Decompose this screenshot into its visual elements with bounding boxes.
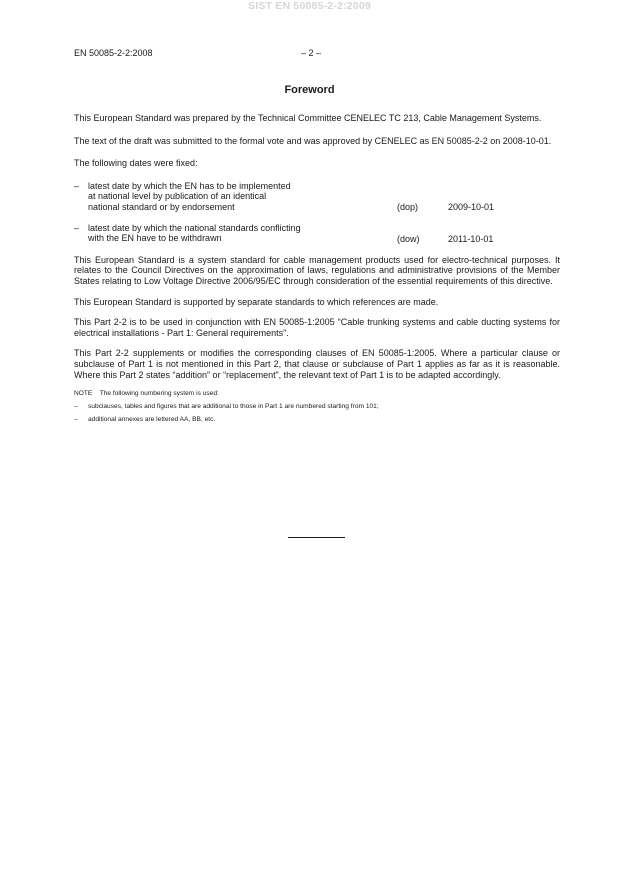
note-list-item [74,403,560,411]
note-label: NOTE [74,390,93,398]
paragraph-approval: The text of the draft was submitted to the formal vote and was approved by CENELEC as EN 50085-2-2 on 2008-10-01. [74,135,552,146]
date-value: 2011-10-01 [448,234,494,245]
paragraph-supported: This European Standard is supported by separate standards to which references are made. [74,296,439,307]
date-description [88,223,358,244]
date-description-line: national standard or by endorsement [88,201,235,212]
list-dash: – [74,416,78,424]
page-header [74,48,560,62]
list-dash: – [74,403,78,411]
paragraph-dates-intro: The following dates were fixed: [74,158,198,169]
note [74,390,560,398]
date-abbreviation: (dop) [397,202,419,213]
date-description-line: at national level by publication of an identical [88,191,267,202]
paragraph-supplements: This Part 2-2 supplements or modifies the corresponding clauses of EN 50085-1:2005. Where a particular clause or subclause of Part 1 is not mentioned in this Part 2, that clause or subclause of Part 1 applies as far as it is reasonable. Where this Part 2 states “addition” or “replacement”, the relevant text of Part 1 is to be adapted accordingly. [74,348,560,380]
date-item-dow [74,223,560,245]
date-description [88,181,358,213]
watermark: SIST EN 50085-2-2:2009 [248,0,371,12]
document-body [74,113,560,424]
paragraph-system-standard: This European Standard is a system standard for cable management products used for electro-technical purposes. It relates to the Council Directives on the approximation of laws, regulations and administrative provisions of the Member States relating to Low Voltage Directive 2006/95/EC through consideration of the essential requirements of this directive. [74,254,560,286]
note-text: The following numbering system is used: [99,390,219,398]
section-title: Foreword [284,84,335,96]
date-description-line: latest date by which the national standards conflicting [88,222,301,233]
list-dash: – [74,222,80,233]
document-id: EN 50085-2-2:2008 [74,48,153,58]
date-value: 2009-10-01 [448,202,495,213]
paragraph-conjunction: This Part 2-2 is to be used in conjunction with EN 50085-1:2005 “Cable trunking systems and cable ducting systems for electrical installations - Part 1: General requirements”. [74,317,560,338]
note-list-item [74,416,560,424]
note-item-text: subclauses, tables and figures that are additional to those in Part 1 are numbered starting from 101; [88,403,379,411]
date-item-dop [74,181,560,213]
dates-list [74,181,560,245]
date-description-line: with the EN have to be withdrawn [88,233,222,244]
page-number: – 2 – [301,48,322,58]
end-rule [288,537,345,538]
list-dash: – [74,180,80,191]
date-abbreviation: (dow) [397,234,420,245]
date-description-line: latest date by which the EN has to be implemented [88,180,291,191]
paragraph-prepared-by: This European Standard was prepared by the Technical Committee CENELEC TC 213, Cable Management Systems. [74,113,542,123]
note-item-text: additional annexes are lettered AA, BB, etc. [88,416,216,424]
